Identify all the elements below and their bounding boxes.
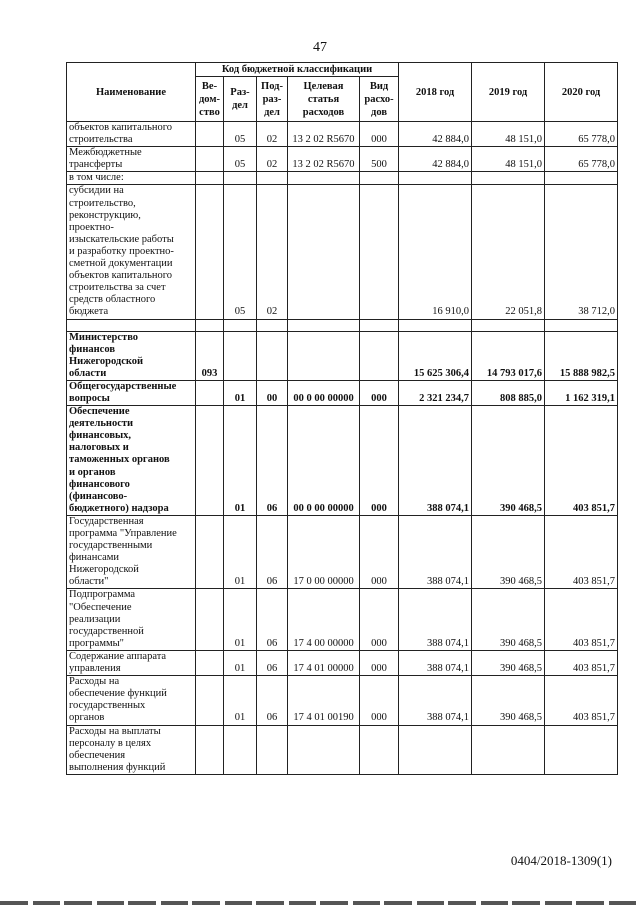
table-row xyxy=(67,122,618,147)
cell-dept xyxy=(196,185,224,319)
cell-2020: 403 851,7 xyxy=(545,515,618,589)
cell-target: 17 0 00 00000 xyxy=(288,515,360,589)
cell-name: Подпрограмма "Обеспечение реализации государственной программы" xyxy=(67,589,196,650)
table-header xyxy=(67,63,618,122)
cell-dept xyxy=(196,650,224,675)
cell-section: 01 xyxy=(224,380,257,405)
cell-section: 01 xyxy=(224,406,257,516)
cell-2018: 42 884,0 xyxy=(399,122,472,147)
cell-2020: 403 851,7 xyxy=(545,676,618,725)
cell-2020: 65 778,0 xyxy=(545,147,618,172)
cell-2019: 390 468,5 xyxy=(472,515,545,589)
cell-name: Государственная программа "Управление государственными финансами Нижегородской области" xyxy=(67,515,196,589)
cell-subsection xyxy=(257,331,288,380)
cell-name xyxy=(67,319,196,331)
cell-2019: 22 051,8 xyxy=(472,185,545,319)
cell-2019: 14 793 017,6 xyxy=(472,331,545,380)
cell-2018 xyxy=(399,725,472,774)
cell-expense-type: 000 xyxy=(360,406,399,516)
cell-dept xyxy=(196,147,224,172)
cell-target: 00 0 00 00000 xyxy=(288,380,360,405)
cell-target: 17 4 01 00000 xyxy=(288,650,360,675)
cell-name: субсидии на строительство, реконструкцию, проектно- изыскательские работы и разработку проектно- сметной документации объектов капитального строительства за счет средств областного бюджета xyxy=(67,185,196,319)
cell-2018: 388 074,1 xyxy=(399,589,472,650)
cell-2018: 388 074,1 xyxy=(399,676,472,725)
cell-2019: 390 468,5 xyxy=(472,589,545,650)
cell-name: Расходы на обеспечение функций государственных органов xyxy=(67,676,196,725)
cell-dept xyxy=(196,319,224,331)
table-row xyxy=(67,147,618,172)
cell-section: 05 xyxy=(224,147,257,172)
cell-subsection: 06 xyxy=(257,676,288,725)
cell-target: 00 0 00 00000 xyxy=(288,406,360,516)
table-row xyxy=(67,676,618,725)
table-row xyxy=(67,319,618,331)
table-row xyxy=(67,331,618,380)
cell-2018: 388 074,1 xyxy=(399,650,472,675)
header-2018: 2018 год xyxy=(399,63,472,122)
header-2020: 2020 год xyxy=(545,63,618,122)
cell-name: Обеспечение деятельности финансовых, налоговых и таможенных органов и органов финансового (финансово- бюджетного) надзора xyxy=(67,406,196,516)
header-2019: 2019 год xyxy=(472,63,545,122)
cell-name: Министерство финансов Нижегородской области xyxy=(67,331,196,380)
cell-section xyxy=(224,725,257,774)
cell-2018 xyxy=(399,319,472,331)
cell-expense-type: 000 xyxy=(360,650,399,675)
cell-subsection: 02 xyxy=(257,185,288,319)
cell-subsection xyxy=(257,319,288,331)
cell-expense-type xyxy=(360,725,399,774)
table-row xyxy=(67,515,618,589)
cell-target xyxy=(288,725,360,774)
document-code: 0404/2018-1309(1) xyxy=(510,853,612,868)
cell-2019: 48 151,0 xyxy=(472,122,545,147)
cell-expense-type xyxy=(360,172,399,185)
cell-2020 xyxy=(545,172,618,185)
cell-expense-type: 000 xyxy=(360,380,399,405)
header-subsection: Под- раз- дел xyxy=(257,77,288,122)
cell-target: 17 4 00 00000 xyxy=(288,589,360,650)
cell-2020: 65 778,0 xyxy=(545,122,618,147)
header-dept: Ве- дом- ство xyxy=(196,77,224,122)
cell-subsection: 06 xyxy=(257,515,288,589)
cell-name: Расходы на выплаты персоналу в целях обеспечения выполнения функций xyxy=(67,725,196,774)
cell-2018 xyxy=(399,172,472,185)
cell-target xyxy=(288,185,360,319)
cell-section: 01 xyxy=(224,515,257,589)
header-section: Раз- дел xyxy=(224,77,257,122)
cell-expense-type xyxy=(360,185,399,319)
cell-dept xyxy=(196,406,224,516)
cell-2019 xyxy=(472,319,545,331)
budget-table xyxy=(66,62,618,775)
cell-dept xyxy=(196,725,224,774)
cell-section xyxy=(224,331,257,380)
cell-subsection: 02 xyxy=(257,147,288,172)
cell-section: 05 xyxy=(224,185,257,319)
cell-section: 05 xyxy=(224,122,257,147)
header-budget-code: Код бюджетной классификации xyxy=(196,63,399,77)
table-row xyxy=(67,172,618,185)
header-expense-type: Вид расхо- дов xyxy=(360,77,399,122)
cell-target xyxy=(288,319,360,331)
table-row xyxy=(67,185,618,319)
cell-2020: 403 851,7 xyxy=(545,406,618,516)
cell-2018: 42 884,0 xyxy=(399,147,472,172)
table-row xyxy=(67,589,618,650)
cell-2020: 1 162 319,1 xyxy=(545,380,618,405)
cell-name: объектов капитального строительства xyxy=(67,122,196,147)
cell-name: в том числе: xyxy=(67,172,196,185)
cell-section: 01 xyxy=(224,589,257,650)
table-body xyxy=(67,122,618,775)
cell-2020: 403 851,7 xyxy=(545,589,618,650)
header-target: Целевая статья расходов xyxy=(288,77,360,122)
cell-target: 17 4 01 00190 xyxy=(288,676,360,725)
cell-2018: 2 321 234,7 xyxy=(399,380,472,405)
cell-expense-type xyxy=(360,331,399,380)
cell-expense-type: 000 xyxy=(360,589,399,650)
cell-2019 xyxy=(472,725,545,774)
cell-section: 01 xyxy=(224,676,257,725)
cell-2018: 16 910,0 xyxy=(399,185,472,319)
cell-expense-type: 500 xyxy=(360,147,399,172)
cell-2020: 403 851,7 xyxy=(545,650,618,675)
cell-target xyxy=(288,172,360,185)
cell-subsection: 02 xyxy=(257,122,288,147)
cell-dept xyxy=(196,122,224,147)
cell-2020: 15 888 982,5 xyxy=(545,331,618,380)
table-row xyxy=(67,406,618,516)
cell-expense-type: 000 xyxy=(360,122,399,147)
cell-dept xyxy=(196,589,224,650)
cell-2019: 390 468,5 xyxy=(472,650,545,675)
cell-name: Межбюджетные трансферты xyxy=(67,147,196,172)
cell-section: 01 xyxy=(224,650,257,675)
cell-2019: 390 468,5 xyxy=(472,676,545,725)
scan-edge xyxy=(0,901,640,905)
cell-2018: 388 074,1 xyxy=(399,515,472,589)
cell-subsection: 06 xyxy=(257,589,288,650)
cell-section xyxy=(224,319,257,331)
table-row xyxy=(67,650,618,675)
cell-subsection: 06 xyxy=(257,406,288,516)
cell-name: Общегосударственные вопросы xyxy=(67,380,196,405)
cell-dept: 093 xyxy=(196,331,224,380)
cell-subsection xyxy=(257,172,288,185)
cell-target xyxy=(288,331,360,380)
cell-target: 13 2 02 R5670 xyxy=(288,122,360,147)
cell-2019: 808 885,0 xyxy=(472,380,545,405)
cell-2020 xyxy=(545,319,618,331)
cell-2020: 38 712,0 xyxy=(545,185,618,319)
cell-2019: 48 151,0 xyxy=(472,147,545,172)
cell-subsection: 06 xyxy=(257,650,288,675)
cell-2018: 15 625 306,4 xyxy=(399,331,472,380)
cell-dept xyxy=(196,380,224,405)
cell-expense-type: 000 xyxy=(360,515,399,589)
cell-expense-type: 000 xyxy=(360,676,399,725)
page-number: 47 xyxy=(313,40,327,55)
table-row xyxy=(67,725,618,774)
header-name: Наименование xyxy=(67,63,196,122)
cell-2020 xyxy=(545,725,618,774)
table-row xyxy=(67,380,618,405)
cell-dept xyxy=(196,515,224,589)
cell-2019 xyxy=(472,172,545,185)
cell-subsection: 00 xyxy=(257,380,288,405)
cell-dept xyxy=(196,676,224,725)
cell-target: 13 2 02 R5670 xyxy=(288,147,360,172)
cell-dept xyxy=(196,172,224,185)
cell-subsection xyxy=(257,725,288,774)
cell-expense-type xyxy=(360,319,399,331)
cell-section xyxy=(224,172,257,185)
cell-2019: 390 468,5 xyxy=(472,406,545,516)
cell-name: Содержание аппарата управления xyxy=(67,650,196,675)
cell-2018: 388 074,1 xyxy=(399,406,472,516)
